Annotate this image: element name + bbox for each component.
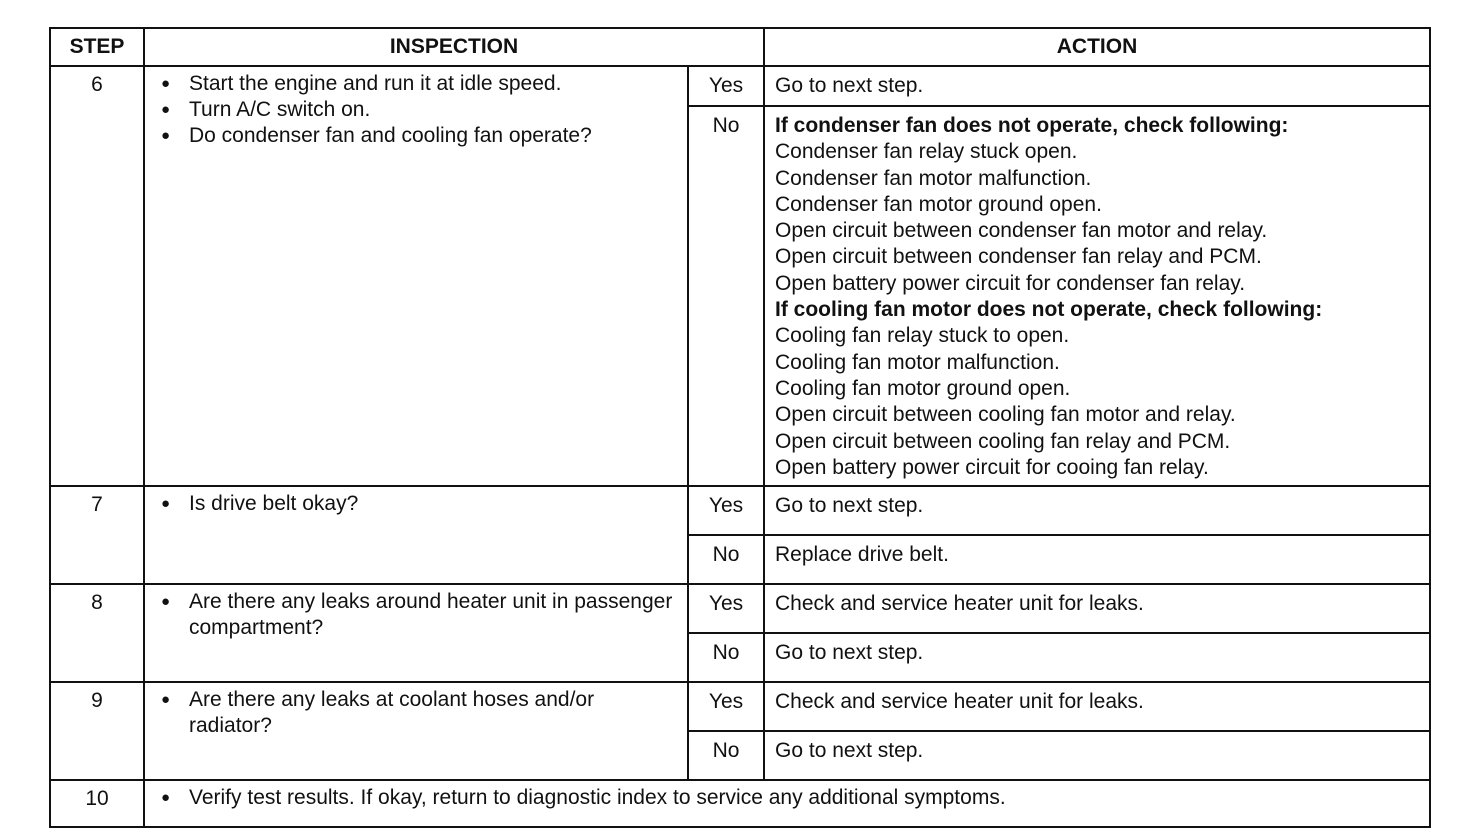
yes-action: Go to next step. [764, 66, 1430, 106]
step-number: 10 [50, 780, 144, 827]
diagnostic-table [49, 27, 1431, 828]
action-line: Open circuit between cooling fan relay and PCM. [775, 429, 1231, 453]
inspection-cell [144, 780, 1430, 827]
yes-action: Check and service heater unit for leaks. [764, 584, 1430, 633]
header-row [50, 28, 1430, 66]
yes-label: Yes [688, 486, 764, 535]
no-action: Go to next step. [764, 731, 1430, 780]
inspection-item: ● Turn A/C switch on. [161, 97, 679, 123]
action-line: Condenser fan motor ground open. [775, 192, 1102, 216]
action-line: Condenser fan relay stuck open. [775, 140, 1078, 164]
action-line: Cooling fan motor ground open. [775, 376, 1071, 400]
inspection-cell [144, 682, 688, 780]
inspection-item: ● Are there any leaks at coolant hoses and/or radiator? [161, 687, 679, 739]
inspection-cell [144, 584, 688, 682]
step-number: 8 [50, 584, 144, 682]
step-row-9-yes [50, 682, 1430, 731]
header-inspection: INSPECTION [144, 28, 764, 66]
header-step: STEP [50, 28, 144, 66]
step-row-6-yes [50, 66, 1430, 106]
action-line: Cooling fan motor malfunction. [775, 350, 1060, 374]
yes-label: Yes [688, 682, 764, 731]
header-action: ACTION [764, 28, 1430, 66]
inspection-item: ● Start the engine and run it at idle speed. [161, 71, 679, 97]
inspection-item: ● Are there any leaks around heater unit in passenger compartment? [161, 589, 679, 641]
no-label: No [688, 633, 764, 682]
yes-label: Yes [688, 584, 764, 633]
inspection-cell [144, 486, 688, 584]
inspection-item: ● Verify test results. If okay, return to diagnostic index to service any additional symptoms. [161, 785, 1421, 811]
no-action: Go to next step. [764, 633, 1430, 682]
action-heading: If condenser fan does not operate, check following: [775, 114, 1289, 137]
action-line: Condenser fan motor malfunction. [775, 166, 1092, 190]
step-row-8-yes [50, 584, 1430, 633]
action-line: Cooling fan relay stuck to open. [775, 324, 1070, 348]
step-number: 7 [50, 486, 144, 584]
no-label: No [688, 106, 764, 486]
no-action: Replace drive belt. [764, 535, 1430, 584]
action-line: Open circuit between condenser fan motor and relay. [775, 219, 1268, 243]
action-line: Open circuit between cooling fan motor and relay. [775, 403, 1236, 427]
inspection-item: ● Is drive belt okay? [161, 491, 679, 517]
inspection-item: ● Do condenser fan and cooling fan operate? [161, 123, 679, 149]
step-number: 9 [50, 682, 144, 780]
yes-action: Go to next step. [764, 486, 1430, 535]
action-line: Open battery power circuit for condenser fan relay. [775, 271, 1246, 295]
action-heading: If cooling fan motor does not operate, check following: [775, 298, 1323, 322]
step-row-10 [50, 780, 1430, 827]
inspection-cell [144, 66, 688, 486]
no-label: No [688, 535, 764, 584]
no-label: No [688, 731, 764, 780]
step-number: 6 [50, 66, 144, 486]
action-line: Open battery power circuit for cooing fan relay. [775, 455, 1209, 479]
action-line: Open circuit between condenser fan relay and PCM. [775, 245, 1262, 269]
no-action-list [764, 106, 1430, 486]
yes-action: Check and service heater unit for leaks. [764, 682, 1430, 731]
yes-label: Yes [688, 66, 764, 106]
step-row-7-yes [50, 486, 1430, 535]
